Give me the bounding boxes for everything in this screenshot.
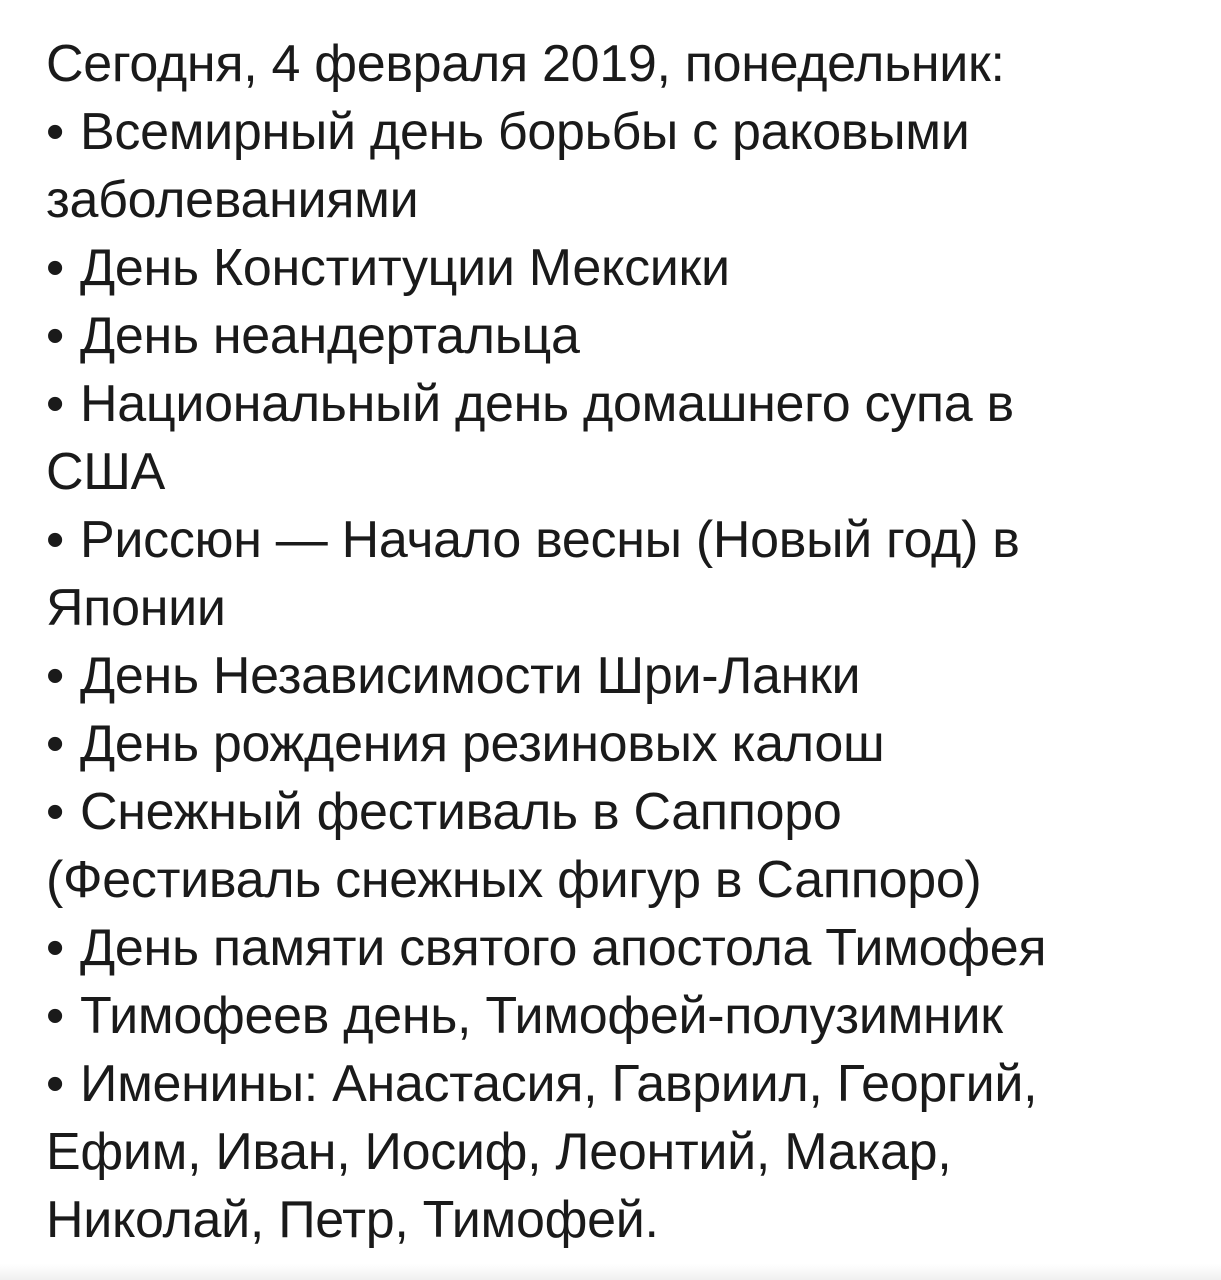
bullet-icon: •: [46, 987, 64, 1045]
list-item: [46, 914, 1206, 982]
list-item: [46, 982, 1206, 1050]
list-item-text: Снежный фестиваль в Саппоро: [80, 783, 842, 841]
list-item-text: День Независимости Шри-Ланки: [80, 647, 861, 705]
list-item-continuation: Ефим, Иван, Иосиф, Леонтий, Макар,: [46, 1123, 952, 1181]
list-item-continuation: заболеваниями: [46, 171, 419, 229]
list-item-text: Риссюн — Начало весны (Новый год) в: [80, 511, 1020, 569]
bottom-divider: [0, 1264, 1221, 1280]
list-item-text: Тимофеев день, Тимофей-полузимник: [80, 987, 1003, 1045]
bullet-icon: •: [46, 783, 64, 841]
list-item: [46, 710, 1206, 778]
list-item: [46, 506, 1206, 642]
bullet-icon: •: [46, 715, 64, 773]
post-heading: Сегодня, 4 февраля 2019, понедельник:: [46, 35, 1005, 93]
list-item-continuation: (Фестиваль снежных фигур в Саппоро): [46, 851, 982, 909]
list-item-text: День неандертальца: [80, 307, 580, 365]
list-item-text: Именины: Анастасия, Гавриил, Георгий,: [80, 1055, 1038, 1113]
bullet-icon: •: [46, 103, 64, 161]
list-item-text: День Конституции Мексики: [80, 239, 730, 297]
list-item: [46, 234, 1206, 302]
bullet-icon: •: [46, 647, 64, 705]
list-item: [46, 642, 1206, 710]
list-item: [46, 302, 1206, 370]
list-item: [46, 370, 1206, 506]
list-item-text: День рождения резиновых калош: [80, 715, 885, 773]
list-item-continuation: Николай, Петр, Тимофей.: [46, 1191, 659, 1249]
list-item: [46, 98, 1206, 234]
post-text: [46, 30, 1206, 1254]
list-item-text: День памяти святого апостола Тимофея: [80, 919, 1047, 977]
bullet-icon: •: [46, 239, 64, 297]
list-item-text: Национальный день домашнего супа в: [80, 375, 1014, 433]
bullet-icon: •: [46, 511, 64, 569]
list-item-continuation: Японии: [46, 579, 226, 637]
bullet-icon: •: [46, 307, 64, 365]
list-item-text: Всемирный день борьбы с раковыми: [80, 103, 970, 161]
list-item: [46, 1050, 1206, 1254]
list-item: [46, 778, 1206, 914]
bullet-icon: •: [46, 375, 64, 433]
bullet-icon: •: [46, 919, 64, 977]
list-item-continuation: США: [46, 443, 165, 501]
bullet-icon: •: [46, 1055, 64, 1113]
